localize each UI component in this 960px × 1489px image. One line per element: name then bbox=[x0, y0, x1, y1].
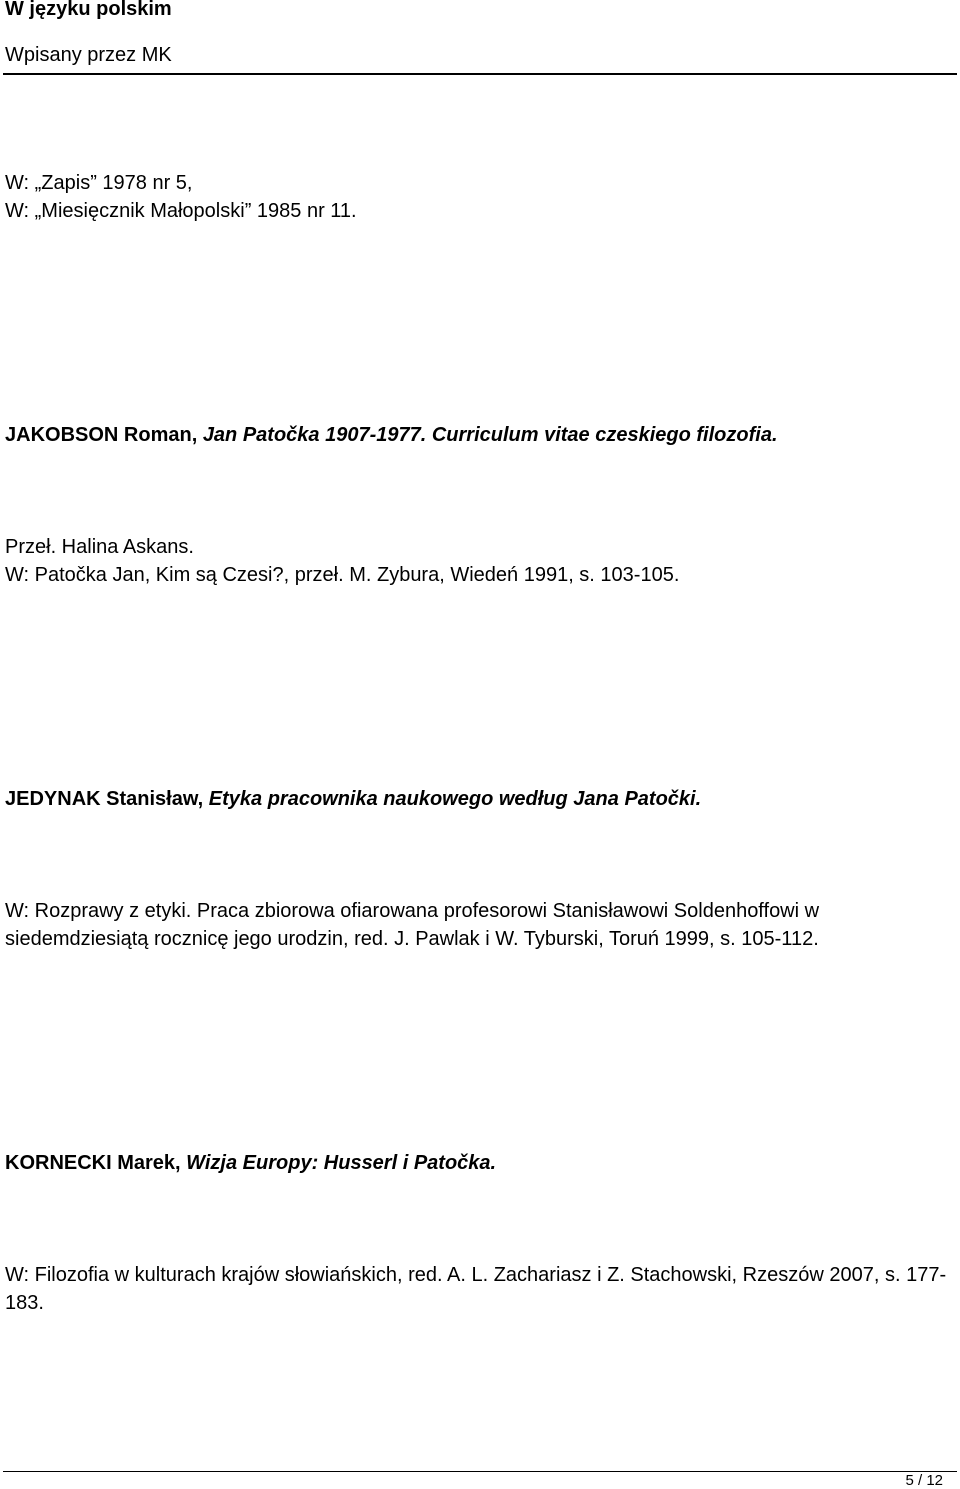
entry-title: Etyka pracownika naukowego według Jana Patočki. bbox=[208, 788, 702, 810]
entry-kornecki-heading bbox=[5, 1149, 950, 1177]
source-line: W: „Miesięcznik Małopolski” 1985 nr 11. bbox=[5, 200, 357, 222]
entry-author: JEDYNAK Stanisław, bbox=[5, 788, 204, 810]
footer-divider bbox=[3, 1471, 957, 1472]
entry-detail-line: Przeł. Halina Askans. bbox=[5, 536, 194, 558]
entry-title: Wizja Europy: Husserl i Patočka. bbox=[186, 1152, 497, 1174]
entry-jedynak-heading bbox=[5, 785, 950, 813]
entry-title: Jan Patočka 1907-1977. Curriculum vitae czeskiego filozofia. bbox=[202, 424, 778, 446]
entry-heading bbox=[5, 785, 950, 813]
page-title: W języku polskim bbox=[5, 0, 172, 20]
entry-author: JAKOBSON Roman, bbox=[5, 424, 198, 446]
sources-block bbox=[5, 169, 950, 225]
entry-author: KORNECKI Marek, bbox=[5, 1152, 181, 1174]
entry-heading bbox=[5, 421, 950, 449]
entry-detail-line: W: Patočka Jan, Kim są Czesi?, przeł. M. Zybura, Wiedeń 1991, s. 103-105. bbox=[5, 564, 680, 586]
entry-jakobson-details bbox=[5, 533, 950, 589]
header-divider bbox=[3, 73, 957, 75]
page-number: 5 / 12 bbox=[905, 1472, 943, 1489]
entry-jakobson-heading bbox=[5, 421, 950, 449]
entry-jedynak-details: W: Rozprawy z etyki. Praca zbiorowa ofiarowana profesorowi Stanisławowi Soldenhoffowi w siedemdziesiątą rocznicę jego urodzin, red. J. Pawlak i W. Tyburski, Toruń 1999, s. 105-112. bbox=[5, 900, 820, 950]
entry-kornecki-details: W: Filozofia w kulturach krajów słowiańskich, red. A. L. Zachariasz i Z. Stachowski, Rzeszów 2007, s. 177-183. bbox=[5, 1264, 947, 1314]
source-line: W: „Zapis” 1978 nr 5, bbox=[5, 172, 193, 194]
entry-heading bbox=[5, 1149, 950, 1177]
author-byline: Wpisany przez MK bbox=[5, 44, 172, 66]
